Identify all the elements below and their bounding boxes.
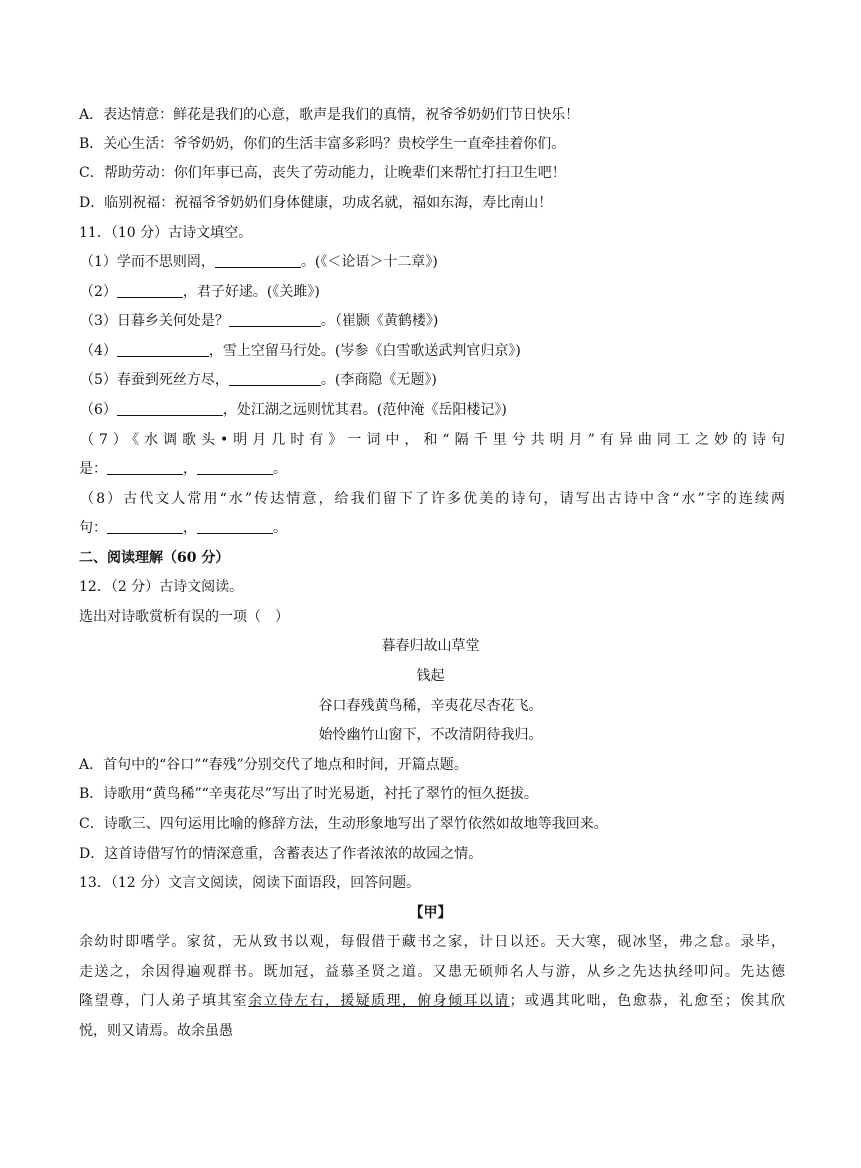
q11-item-4-source: ，雪上空留马行处。(岑参《白雪歌送武判官归京》): [208, 343, 521, 359]
answer-blank[interactable]: [107, 460, 183, 475]
q11-title: 11．（10 分）古诗文填空。: [79, 225, 253, 241]
section-heading: 二、阅读理解（60 分）: [79, 550, 230, 566]
answer-blank[interactable]: [229, 312, 321, 327]
answer-blank[interactable]: [117, 342, 209, 357]
q11-item-1-source: 。(《＜论语＞十二章》): [300, 254, 438, 270]
q10-option-b: B．关心生活：爷爷奶奶，你们的生活丰富多彩吗？贵校学生一直牵挂着你们。: [79, 136, 566, 152]
answer-blank[interactable]: [215, 253, 301, 268]
q11-item-5-source: 。(李商隐《无题》): [320, 372, 437, 388]
q11-item-8-period: 。: [273, 520, 287, 536]
answer-blank[interactable]: [197, 460, 273, 475]
q11-item-6: [80, 400, 786, 420]
q11-item-4: [80, 341, 786, 361]
q11-item-8-answer-prefix: 句：: [79, 520, 107, 536]
passage-text: ；或遇其叱咄，色愈恭，礼愈至；俟其欣: [509, 993, 785, 1009]
q11-item-2: [80, 282, 786, 302]
q11-item-6-text: （6）: [80, 402, 117, 418]
q12-option-d: D．这首诗借写竹的情深意重，含蓄表达了作者浓浓的故园之情。: [79, 846, 483, 862]
q11-item-7-answer-prefix: 是：: [79, 461, 107, 477]
q12-prompt: 选出对诗歌赏析有误的一项（ ）: [79, 609, 289, 625]
q11-item-4-text: （4）: [80, 343, 117, 359]
poem-title: 暮春归故山草堂: [381, 638, 480, 654]
passage-line: 余幼时即嗜学。家贫，无从致书以观，每假借于藏书之家，计日以还。天大寒，砚冰坚，弗之怠。录毕，: [79, 934, 785, 950]
poem-author: 钱起: [416, 668, 445, 684]
q11-item-7-answer-line: [79, 459, 785, 479]
passage-line: 走送之，余因得遍观群书。既加冠，益慕圣贤之道。又患无硕师名人与游，从乡之先达执经叩问。先达德: [79, 964, 785, 980]
underlined-sentence: 余立侍左右，援疑质理，俯身倾耳以请: [248, 993, 510, 1009]
q10-option-c: C．帮助劳动：你们年事已高，丧失了劳动能力，让晚辈们来帮忙打扫卫生吧！: [79, 165, 566, 181]
passage-line: [79, 991, 785, 1011]
passage-label: 【甲】: [409, 905, 452, 921]
passage-text: 隆望尊，门人弟子填其室: [79, 993, 249, 1009]
poem-line: 始怜幽竹山窗下，不改清阴待我归。: [318, 727, 543, 743]
q11-item-8-answer-line: [79, 518, 785, 538]
q11-item-6-source: ，处江湖之远则忧其君。(范仲淹《岳阳楼记》): [222, 402, 507, 418]
q11-item-3: [80, 311, 786, 331]
answer-blank[interactable]: [117, 283, 183, 298]
q11-item-7-comma: ，: [183, 461, 197, 477]
answer-blank[interactable]: [229, 371, 321, 386]
q10-option-d: D．临别祝福：祝福爷爷奶奶们身体健康，功成名就，福如东海，寿比南山！: [79, 195, 553, 211]
q11-item-3-source: 。（崔颢《黄鹤楼》): [320, 313, 439, 329]
q11-item-8: （8）古代文人常用“水”传达情意，给我们留下了许多优美的诗句，请写出古诗中含“水”字的连续两: [80, 491, 785, 507]
q11-item-7: （7）《水调歌头•明月几时有》一词中，和“隔千里兮共明月”有异曲同工之妙的诗句: [80, 432, 785, 448]
q11-item-8-comma: ，: [183, 520, 197, 536]
passage-line: 悦，则又请焉。故余虽愚: [79, 1023, 233, 1039]
q10-option-a: A．表达情意：鲜花是我们的心意，歌声是我们的真情，祝爷爷奶奶们节日快乐！: [79, 107, 580, 123]
answer-blank[interactable]: [197, 519, 273, 534]
q11-item-1: [80, 252, 786, 272]
q11-item-7-period: 。: [273, 461, 287, 477]
q11-item-3-text: （3）日暮乡关何处是？: [80, 313, 229, 329]
answer-blank[interactable]: [117, 401, 223, 416]
q12-title: 12．（2 分）古诗文阅读。: [79, 579, 244, 595]
q11-item-2-source: ，君子好逑。(《关雎》): [182, 284, 320, 300]
q11-item-5-text: （5）春蚕到死丝方尽，: [80, 372, 229, 388]
q11-item-2-text: （2）: [80, 284, 117, 300]
answer-blank[interactable]: [107, 519, 183, 534]
q11-item-1-text: （1）学而不思则罔，: [80, 254, 215, 270]
q11-item-5: [80, 370, 786, 390]
q12-option-a: A．首句中的“谷口”“春残”分别交代了地点和时间，开篇点题。: [79, 757, 468, 773]
poem-line: 谷口春残黄鸟稀，辛夷花尽杏花飞。: [318, 698, 543, 714]
q12-option-c: C．诗歌三、四句运用比喻的修辞方法，生动形象地写出了翠竹依然如故地等我回来。: [79, 816, 608, 832]
q12-option-b: B．诗歌用“黄鸟稀”“辛夷花尽”写出了时光易逝，衬托了翠竹的恒久挺拔。: [79, 786, 538, 802]
q13-title: 13．（12 分）文言文阅读，阅读下面语段，回答问题。: [79, 875, 421, 891]
